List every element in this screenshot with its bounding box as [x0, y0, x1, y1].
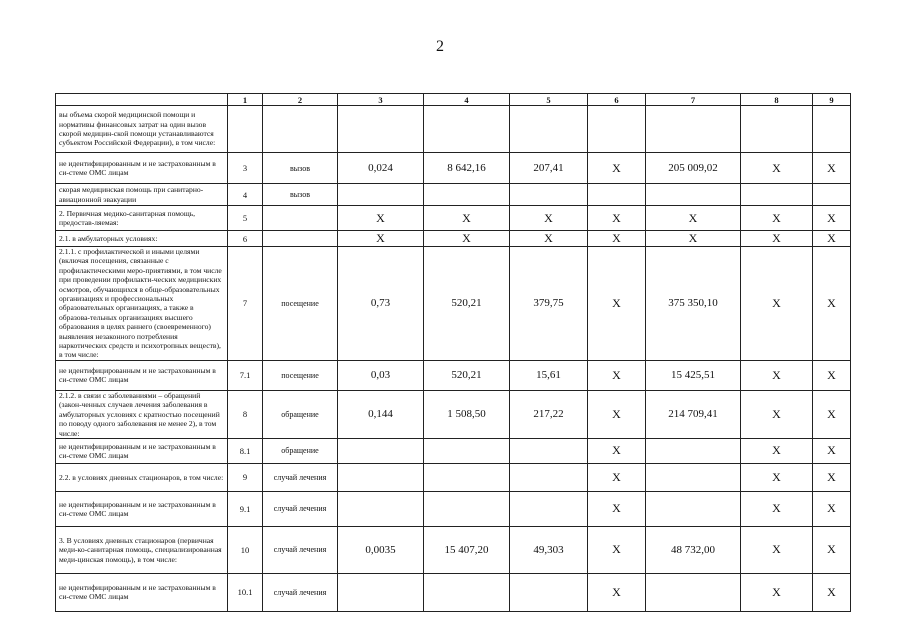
value-cell: [813, 106, 851, 153]
value-cell: 1 508,50: [424, 390, 510, 438]
value-cell: 0,03: [338, 360, 424, 390]
row-description: 2.1.2. в связи с заболеваниями – обращений (закон-ченных случаев лечения заболевания в амбулаторных условиях с кратностью посещений по поводу одного заболевания не менее 2), в том числе:: [56, 390, 228, 438]
table-row: [56, 247, 851, 361]
value-cell: X: [338, 231, 424, 247]
value-cell: [510, 106, 588, 153]
row-description: 2.1.1. с профилактической и иными целями (включая посещения, связанные с профилактическими меро-приятиями, в том числе при проведении профилакти-ческих медицинских осмотров, обучающихся в обще-образовательных организациях и профессиональных образовательных организациях, а также в образова-тельных организациях высшего образования в целях раннего (своевременного) выявления незаконного потребления наркотических средств и психотропных веществ), в том числе:: [56, 247, 228, 361]
value-cell: X: [741, 438, 813, 463]
unit-cell: случай лечения: [263, 526, 338, 573]
value-cell: X: [741, 247, 813, 361]
value-cell: [588, 106, 646, 153]
value-cell: X: [588, 463, 646, 491]
value-cell: 207,41: [510, 153, 588, 184]
row-number: 5: [228, 206, 263, 231]
value-cell: X: [424, 231, 510, 247]
header-cell: 2: [263, 94, 338, 106]
value-cell: X: [424, 206, 510, 231]
table-row: [56, 231, 851, 247]
value-cell: [338, 184, 424, 206]
unit-cell: [263, 106, 338, 153]
value-cell: [338, 106, 424, 153]
table-row: [56, 206, 851, 231]
table-row: [56, 491, 851, 526]
header-cell: 3: [338, 94, 424, 106]
unit-cell: случай лечения: [263, 573, 338, 611]
value-cell: X: [510, 231, 588, 247]
value-cell: X: [741, 206, 813, 231]
row-description: 3. В условиях дневных стационаров (первичная меди-ко-санитарная помощь, специализированная меди-цинская помощь), в том числе:: [56, 526, 228, 573]
table-row: [56, 438, 851, 463]
unit-cell: обращение: [263, 390, 338, 438]
value-cell: 0,144: [338, 390, 424, 438]
row-number: 8: [228, 390, 263, 438]
value-cell: 8 642,16: [424, 153, 510, 184]
value-cell: X: [588, 438, 646, 463]
row-number: 9: [228, 463, 263, 491]
value-cell: [424, 573, 510, 611]
row-description: не идентифицированным и не застрахованным в си-стеме ОМС лицам: [56, 573, 228, 611]
row-description: 2. Первичная медико-санитарная помощь, предостав-ляемая:: [56, 206, 228, 231]
value-cell: 0,024: [338, 153, 424, 184]
value-cell: X: [588, 360, 646, 390]
row-description: 2.2. в условиях дневных стационаров, в том числе:: [56, 463, 228, 491]
value-cell: X: [741, 573, 813, 611]
table-row: [56, 526, 851, 573]
value-cell: X: [741, 463, 813, 491]
header-cell: 6: [588, 94, 646, 106]
value-cell: X: [741, 231, 813, 247]
row-number: 8.1: [228, 438, 263, 463]
value-cell: [424, 438, 510, 463]
row-description: не идентифицированным и не застрахованным в си-стеме ОМС лицам: [56, 153, 228, 184]
value-cell: X: [588, 153, 646, 184]
value-cell: 217,22: [510, 390, 588, 438]
unit-cell: обращение: [263, 438, 338, 463]
value-cell: X: [741, 390, 813, 438]
unit-cell: посещение: [263, 247, 338, 361]
value-cell: X: [813, 526, 851, 573]
value-cell: X: [588, 526, 646, 573]
value-cell: [424, 106, 510, 153]
value-cell: X: [510, 206, 588, 231]
value-cell: 15 407,20: [424, 526, 510, 573]
value-cell: [510, 184, 588, 206]
value-cell: [588, 184, 646, 206]
row-description: не идентифицированным и не застрахованным в си-стеме ОМС лицам: [56, 438, 228, 463]
table-row: [56, 390, 851, 438]
value-cell: [741, 184, 813, 206]
value-cell: 15 425,51: [646, 360, 741, 390]
value-cell: [741, 106, 813, 153]
unit-cell: посещение: [263, 360, 338, 390]
header-cell: 1: [228, 94, 263, 106]
row-description: вы объема скорой медицинской помощи и нормативы финансовых затрат на один вызов скорой медицин-ской помощи устанавливаются субъектом Российской Федерации), в том числе:: [56, 106, 228, 153]
value-cell: 375 350,10: [646, 247, 741, 361]
row-description: не идентифицированным и не застрахованным в си-стеме ОМС лицам: [56, 491, 228, 526]
unit-cell: вызов: [263, 184, 338, 206]
value-cell: [510, 491, 588, 526]
value-cell: X: [813, 206, 851, 231]
value-cell: [646, 106, 741, 153]
value-cell: [338, 573, 424, 611]
value-cell: 520,21: [424, 247, 510, 361]
value-cell: X: [813, 438, 851, 463]
value-cell: [424, 491, 510, 526]
value-cell: X: [646, 231, 741, 247]
value-cell: [424, 184, 510, 206]
value-cell: [338, 438, 424, 463]
value-cell: X: [813, 231, 851, 247]
value-cell: [646, 573, 741, 611]
value-cell: X: [588, 390, 646, 438]
value-cell: 0,73: [338, 247, 424, 361]
header-cell: 7: [646, 94, 741, 106]
value-cell: X: [646, 206, 741, 231]
value-cell: [646, 184, 741, 206]
value-cell: 214 709,41: [646, 390, 741, 438]
table-row: [56, 153, 851, 184]
value-cell: X: [588, 206, 646, 231]
value-cell: [510, 438, 588, 463]
value-cell: 49,303: [510, 526, 588, 573]
value-cell: X: [813, 360, 851, 390]
value-cell: X: [813, 153, 851, 184]
unit-cell: [263, 231, 338, 247]
row-number: 10: [228, 526, 263, 573]
row-number: 3: [228, 153, 263, 184]
value-cell: 379,75: [510, 247, 588, 361]
value-cell: [338, 491, 424, 526]
header-cell: 8: [741, 94, 813, 106]
table-row: [56, 360, 851, 390]
unit-cell: вызов: [263, 153, 338, 184]
row-number: [228, 106, 263, 153]
value-cell: X: [588, 573, 646, 611]
row-number: 7: [228, 247, 263, 361]
table-row: [56, 184, 851, 206]
value-cell: X: [741, 491, 813, 526]
value-cell: [510, 573, 588, 611]
value-cell: X: [813, 573, 851, 611]
header-cell: 5: [510, 94, 588, 106]
row-number: 9.1: [228, 491, 263, 526]
value-cell: [510, 463, 588, 491]
row-description: не идентифицированным и не застрахованным в си-стеме ОМС лицам: [56, 360, 228, 390]
header-cell: 9: [813, 94, 851, 106]
column-number-row: [56, 94, 851, 106]
header-cell: 4: [424, 94, 510, 106]
table-row: [56, 573, 851, 611]
value-cell: 0,0035: [338, 526, 424, 573]
value-cell: 205 009,02: [646, 153, 741, 184]
value-cell: X: [813, 390, 851, 438]
value-cell: [646, 438, 741, 463]
table-row: [56, 463, 851, 491]
value-cell: X: [741, 153, 813, 184]
value-cell: 15,61: [510, 360, 588, 390]
value-cell: [338, 463, 424, 491]
row-number: 10.1: [228, 573, 263, 611]
unit-cell: [263, 206, 338, 231]
value-cell: [813, 184, 851, 206]
table-row: [56, 106, 851, 153]
value-cell: X: [338, 206, 424, 231]
value-cell: X: [813, 247, 851, 361]
page-number: 2: [436, 38, 444, 55]
value-cell: X: [741, 360, 813, 390]
value-cell: [424, 463, 510, 491]
unit-cell: случай лечения: [263, 491, 338, 526]
unit-cell: случай лечения: [263, 463, 338, 491]
row-number: 6: [228, 231, 263, 247]
value-cell: [646, 463, 741, 491]
value-cell: X: [588, 247, 646, 361]
header-cell-desc: [56, 94, 228, 106]
financing-table: [55, 93, 851, 612]
value-cell: X: [588, 231, 646, 247]
value-cell: 520,21: [424, 360, 510, 390]
value-cell: X: [813, 463, 851, 491]
row-number: 4: [228, 184, 263, 206]
value-cell: [646, 491, 741, 526]
row-description: скорая медицинская помощь при санитарно-авиационной эвакуации: [56, 184, 228, 206]
value-cell: X: [741, 526, 813, 573]
value-cell: X: [813, 491, 851, 526]
value-cell: X: [588, 491, 646, 526]
value-cell: 48 732,00: [646, 526, 741, 573]
row-number: 7.1: [228, 360, 263, 390]
row-description: 2.1. в амбулаторных условиях:: [56, 231, 228, 247]
